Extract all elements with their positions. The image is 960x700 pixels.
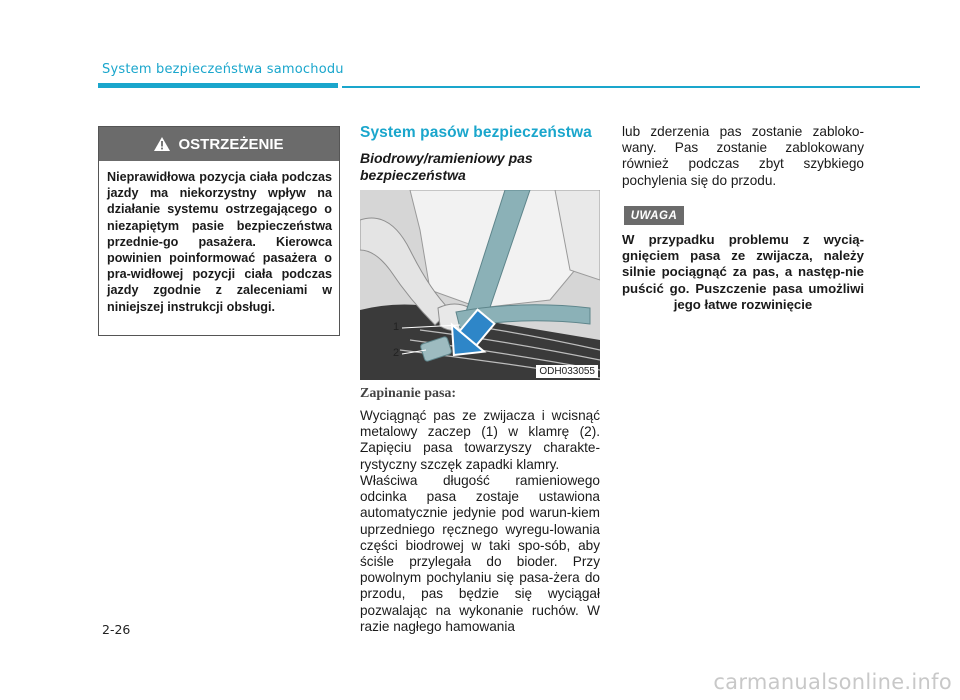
figure-label-2: 2 [393,347,400,359]
header-rule-thin [342,86,920,88]
figure-code: ODH033055 [536,365,598,378]
main-paragraph-1: Wyciągnąć pas ze zwijacza i wcisnąć metalowy zaczep (1) w klamrę (2). Zapięciu pasa towarzyszy charakte-rystyczny szczęk zapadki klamry. [360,408,600,472]
main-subtitle: Biodrowy/ramieniowy pas bezpieczeństwa [360,150,533,183]
section-header-title: System bezpieczeństwa samochodu [102,62,344,77]
seatbelt-figure [360,190,600,380]
watermark: carmanualsonline.info [713,670,952,694]
note-text: W przypadku problemu z wycią-gnięciem pasa ze zwijacza, należy silnie pociągnąć za pas, a następ-nie puścić go. Puszczenie pasa umożliwi jego łatwe rozwinięcie [622,232,864,312]
header-rule-thick [98,83,338,88]
page-number: 2-26 [102,622,131,637]
note-badge: UWAGA [624,206,684,225]
warning-header [99,127,339,161]
main-title: System pasów bezpieczeństwa [360,124,592,141]
main-paragraph-2: Właściwa długość ramieniowego odcinka pasa zostaje ustawiona automatycznie jedynie pod warun-kiem uprzedniego ręcznego wyregu-lowania części biodrowej w taki spo-sób, aby ściśle przylegała do bioder. Przy powolnym pochylaniu się pasa-żera do przodu, pas będzie się wyciągał pozwalając na wykonanie ruchów. W razie nagłego hamowania [360,473,600,634]
warning-triangle-icon [154,137,170,151]
warning-box [98,126,340,336]
fastening-heading: Zapinanie pasa: [360,386,457,401]
warning-title: OSTRZEŻENIE [178,135,284,153]
figure-label-1: 1 [393,321,400,333]
right-paragraph-1: lub zderzenia pas zostanie zabloko-wany. Pas zostanie zablokowany również podczas zbyt szybkiego pochylenia się do przodu. [622,124,864,188]
main-column-heading [360,124,600,184]
warning-text: Nieprawidłowa pozycja ciała podczas jazdy ma niekorzystny wpływ na działanie systemu ostrzegającego o niezapiętym pasie bezpieczeństwa przednie-go pasażera. Kierowca powinien poinformować pasażera o pra-widłowej pozycji ciała podczas jazdy zgodnie z zaleceniami w niniejszej instrukcji obsługi. [107,170,332,314]
